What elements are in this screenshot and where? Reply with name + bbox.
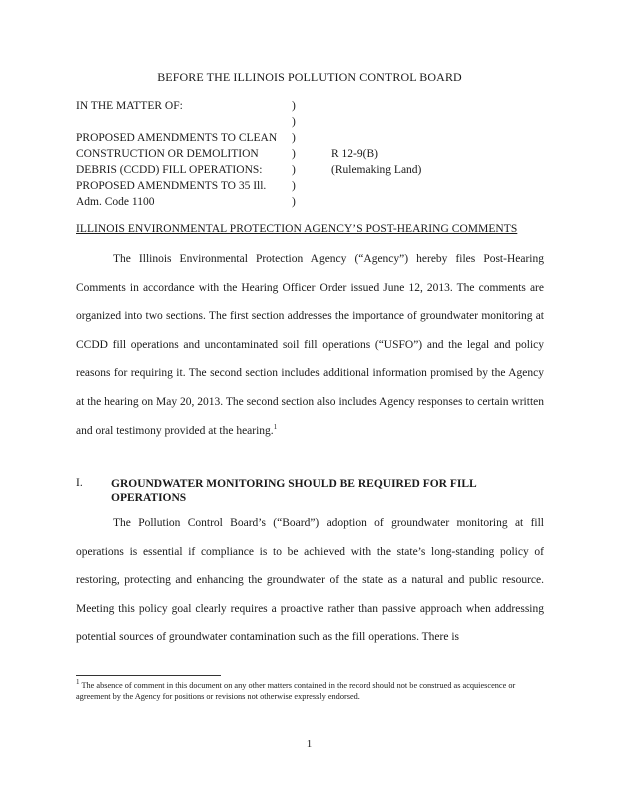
intro-text: The Illinois Environmental Protection Agency (“Agency”) hereby files Post-Hearing Comments in accordance with the Hearing Officer Order issued June 12, 2013. The comments are organized into two sections. The first section addresses the importance of groundwater monitoring at CCDD fill operations and uncontaminated soil fill operations (“USFO”) and the legal and policy reasons for requiring it. The second section includes additional information promised by the Agency at the hearing on May 20, 2013. The second section also includes Agency responses to certain written and oral testimony provided at the hearing. [76,253,544,437]
footnote-text: The absence of comment in this document on any other matters contained in the record should not be construed as acquiescence or agreement by the Agency for positions or revisions not otherwise expressly endorsed. [76,681,516,701]
caption-paren: ) [292,100,296,112]
caption-paren: ) [292,148,296,160]
footnote [76,680,546,702]
section-number: I. [76,477,83,489]
board-header: BEFORE THE ILLINOIS POLLUTION CONTROL BOARD [157,70,462,84]
section-heading: GROUNDWATER MONITORING SHOULD BE REQUIRED FOR FILL OPERATIONS [111,478,477,504]
caption-line: PROPOSED AMENDMENTS TO CLEAN [76,132,278,144]
docket-number: R 12-9(B) [331,148,378,160]
caption-line: PROPOSED AMENDMENTS TO 35 Ill. [76,180,267,192]
caption-paren: ) [292,116,296,128]
footnote-number: 1 [76,678,80,687]
caption-line: CONSTRUCTION OR DEMOLITION [76,148,259,160]
caption-paren: ) [292,164,296,176]
document-title: ILLINOIS ENVIRONMENTAL PROTECTION AGENCY’S POST-HEARING COMMENTS [76,223,518,235]
caption-paren: ) [292,180,296,192]
docket-type: (Rulemaking Land) [331,164,422,176]
section-paragraph: The Pollution Control Board’s (“Board”) adoption of groundwater monitoring at fill operations is essential if compliance is to be achieved with the state’s long-standing policy of restoring, protecting and enhancing the groundwater of the state as a natural and public resource. Meeting this policy goal clearly requires a proactive rather than passive approach when addressing potential sources of groundwater contamination such as the fill operations. There is [76,517,544,644]
caption-paren: ) [292,132,296,144]
caption-line: DEBRIS (CCDD) FILL OPERATIONS: [76,164,263,176]
caption-paren: ) [292,196,296,208]
caption-line: IN THE MATTER OF: [76,100,183,112]
page-number: 1 [306,738,313,750]
caption-line: Adm. Code 1100 [76,196,155,208]
intro-paragraph [76,245,544,445]
footnote-ref: 1 [273,422,278,431]
footnote-divider [76,675,221,676]
